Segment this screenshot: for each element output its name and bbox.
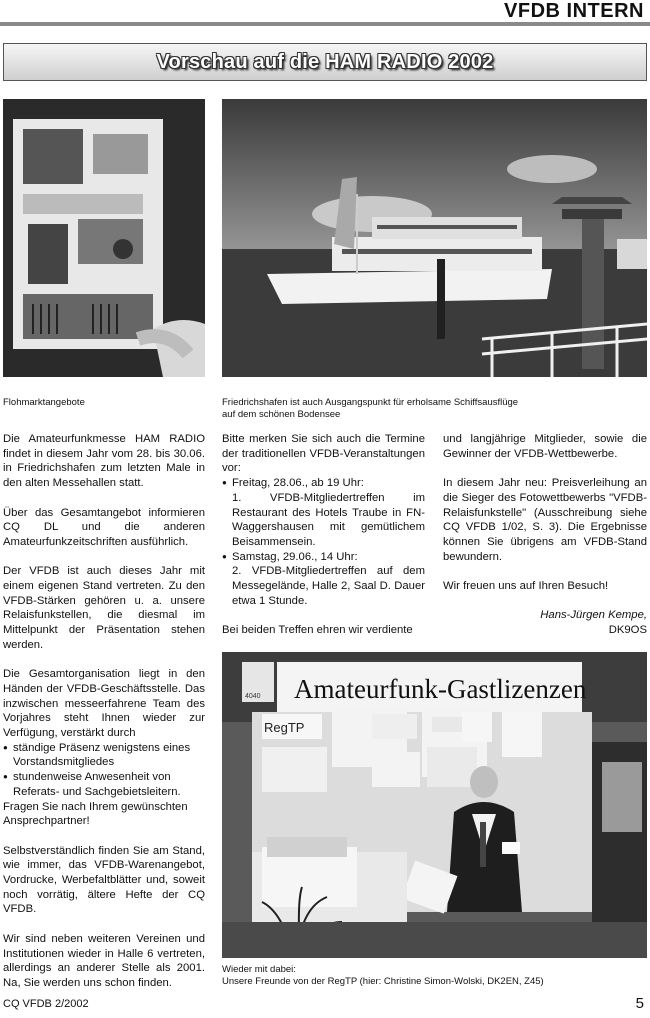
paragraph: Bitte merken Sie sich auch die Termine der traditionellen VFDB-Veranstaltungen vor: (222, 433, 425, 475)
paragraph: Selbstverständlich finden Sie am Stand, wie immer, das VFDB-Warenangebot, Vordrucke, Werbefaltblätter und, soweit noch vorrätig, ältere Hefte der CQ VFDB. (3, 844, 205, 916)
text-column-2 (222, 432, 425, 638)
paragraph: Über das Gesamtangebot informieren CQ DL und die anderen Amateurfunkzeitschriften ausführlich. (3, 506, 205, 548)
paragraph: Bei beiden Treffen ehren wir verdiente (222, 624, 413, 637)
paragraph: In diesem Jahr neu: Preisverleihung an die Sieger des Fotowettbewerbs "VFDB-Relaisfunkstelle" (Ausschreibung siehe CQ VFDB 1/02, S. 3). Die Ergebnisse können Sie übrigens am VFDB-Stand bewundern. (443, 477, 647, 563)
event-description: 1. VFDB-Mitgliedertreffen im Restaurant des Hotels Traube in FN-Waggershausen mit gemütlichem Beisammensein. (232, 491, 425, 548)
paragraph: und langjährige Mitglieder, sowie die Gewinner der VFDB-Wettbewerbe. (443, 433, 647, 460)
paragraph: Der VFDB ist auch dieses Jahr mit einem eigenen Stand vertreten. Zu den VFDB-Stärken gehören u. a. unsere Relaisfunkstellen, die diesmal im Mittelpunkt der Präsentation stehen werden. (3, 565, 205, 651)
section-header: VFDB INTERN (504, 0, 644, 22)
paragraph-team (3, 667, 205, 829)
booth-banner-text: Amateurfunk-Gastlizenzen (294, 674, 587, 704)
regtp-logo: RegTP (264, 720, 305, 735)
text-column-3 (443, 432, 647, 638)
journal-issue: CQ VFDB 2/2002 (3, 998, 89, 1010)
booth-caption-line: Unsere Freunde von der RegTP (hier: Christine Simon-Wolski, DK2EN, Z45) (222, 976, 544, 987)
header-rule (0, 22, 650, 26)
list-item (222, 550, 425, 609)
flea-market-caption: Flohmarktangebote (3, 397, 85, 408)
page-number: 5 (635, 995, 644, 1012)
event-heading: ● Freitag, 28.06., ab 19 Uhr: (232, 477, 364, 490)
list-item: ● ständige Präsenz wenigstens eines Vorstandsmitgliedes (3, 741, 205, 770)
team-list (3, 741, 205, 800)
title-banner (3, 43, 647, 81)
paragraph: Die Gesamtorganisation liegt in den Händen der VFDB-Geschäftsstelle. Das inzwischen messeerfahrene Team des Vorjahres steht Ihnen wieder zur Verfügung, verstärkt durch (3, 668, 205, 740)
events-list (222, 476, 425, 608)
ship-caption-line: auf dem schönen Bodensee (222, 409, 341, 420)
ship-photo (222, 99, 647, 377)
paragraph: Die Amateurfunkmesse HAM RADIO findet in diesem Jahr vom 28. bis 30.06. in Friedrichshafen zum letzten Male in den alten Messehallen statt. (3, 433, 205, 490)
booth-photo (222, 652, 647, 958)
booth-caption (222, 964, 647, 988)
paragraph: Wir freuen uns auf Ihren Besuch! (443, 580, 609, 592)
ship-caption-line: Friedrichshafen ist auch Ausgangspunkt für erholsame Schiffsausflüge (222, 397, 519, 408)
list-item: ● stundenweise Anwesenheit von Referats- und Sachgebietsleitern. (3, 770, 205, 799)
event-heading: ● Samstag, 29.06., 14 Uhr: (232, 550, 358, 563)
booth-caption-line: Wieder mit dabei: (222, 964, 296, 975)
event-description: 2. VFDB-Mitgliedertreffen auf dem Messegelände, Halle 2, Saal D. Dauer etwa 1 Stunde. (232, 565, 425, 607)
list-item (222, 476, 425, 550)
flea-market-photo (3, 99, 205, 377)
author-name: Hans-Jürgen Kempe, (540, 609, 647, 622)
paragraph: Fragen Sie nach Ihrem gewünschten Ansprechpartner! (3, 800, 188, 828)
ship-caption (222, 397, 647, 421)
author-callsign: DK9OS (608, 624, 647, 637)
text-column-1 (3, 432, 205, 991)
booth-badge: 4040 (245, 693, 261, 700)
paragraph: Wir sind neben weiteren Vereinen und Institutionen wieder in Halle 6 vertreten, allerdings an anderer Stelle als 2001. Na, Sie werden uns schon finden. (3, 932, 205, 989)
article-title: Vorschau auf die HAM RADIO 2002 (156, 50, 494, 73)
